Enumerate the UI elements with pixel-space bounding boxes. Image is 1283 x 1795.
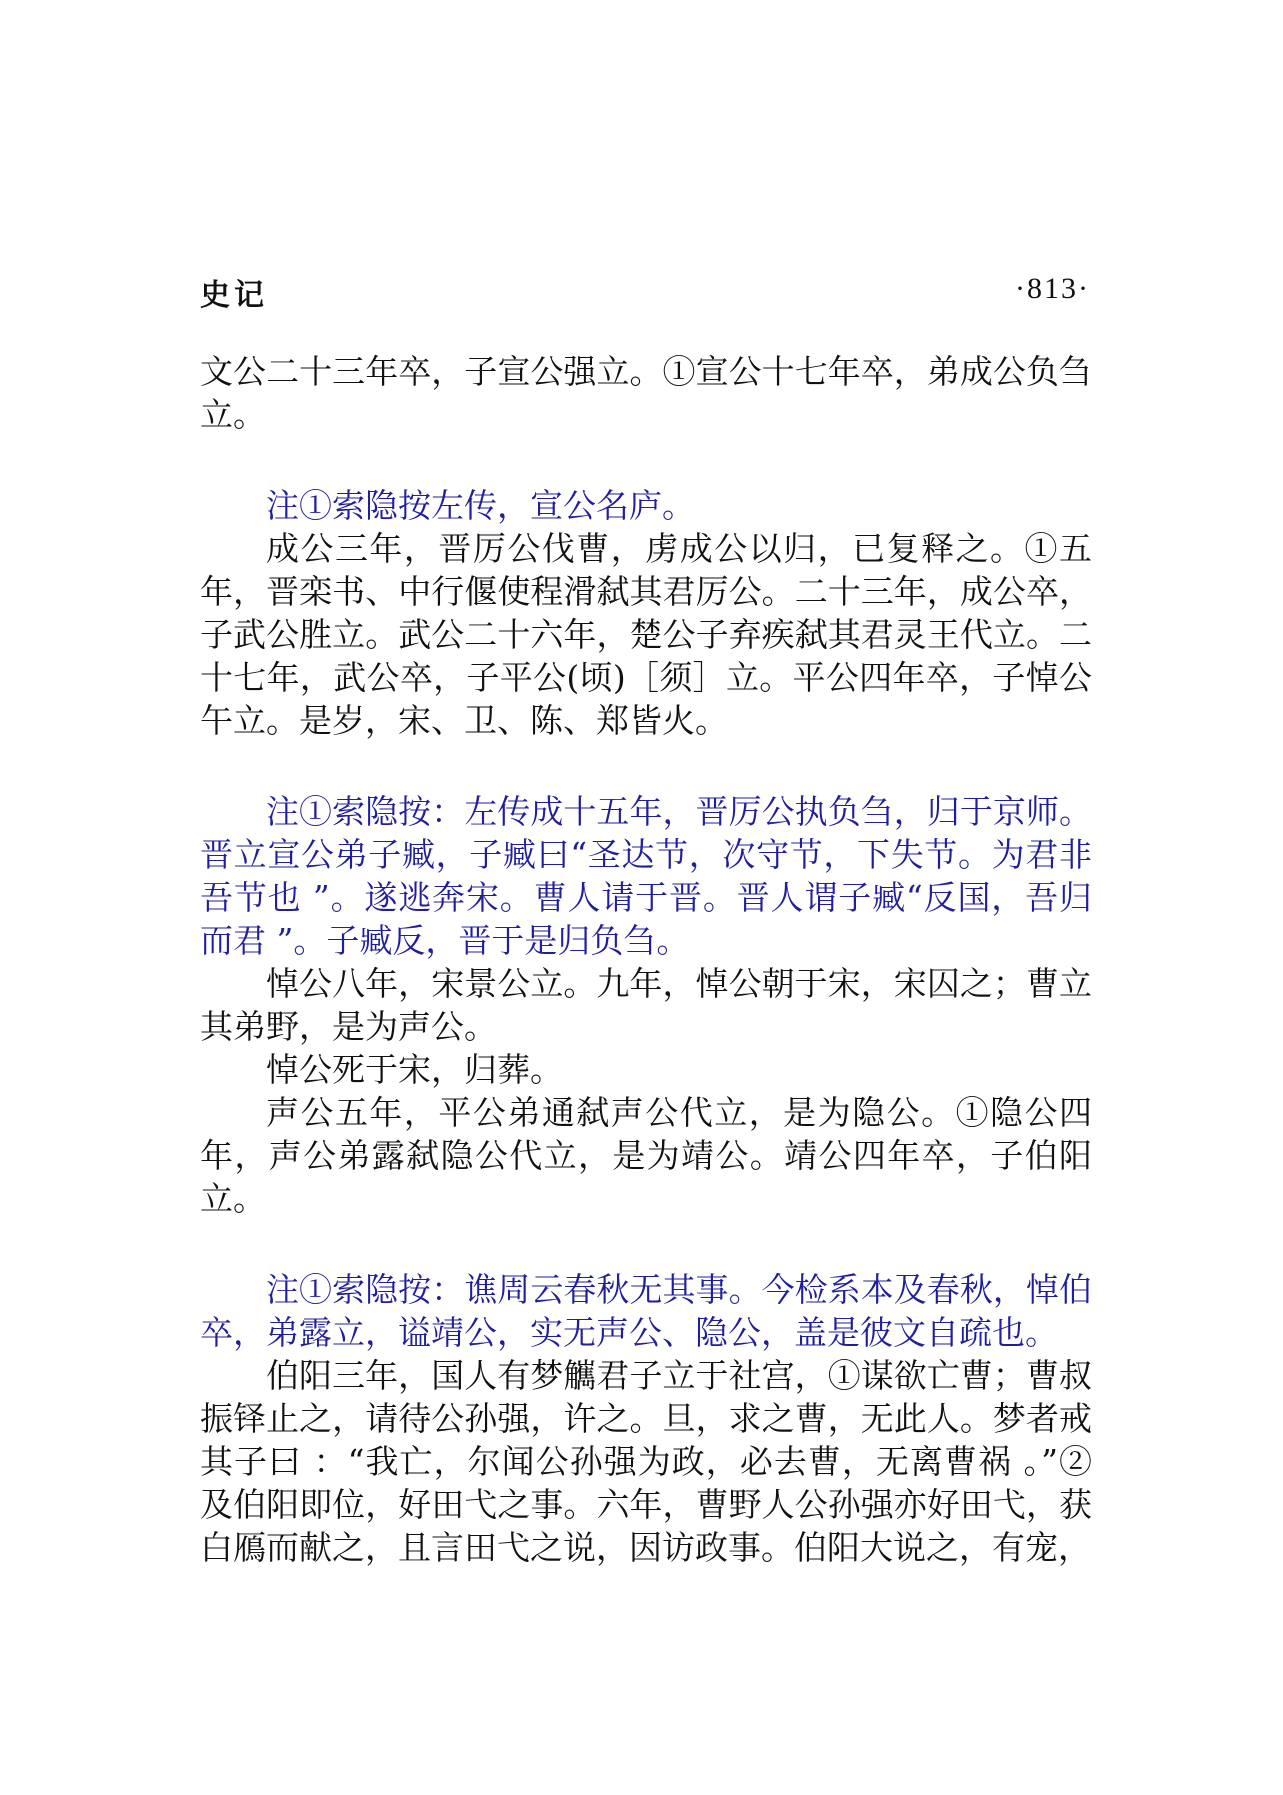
annotation-note: 注①索隐按：谯周云春秋无其事。今检系本及春秋，悼伯卒，弟露立，谥靖公，实无声公、隐公，盖是彼文自疏也。: [200, 1270, 1092, 1352]
paragraph: 声公五年，平公弟通弑声公代立，是为隐公。①隐公四年，声公弟露弑隐公代立，是为靖公。靖公四年卒，子伯阳立。: [200, 1093, 1092, 1218]
page-header: [200, 270, 1090, 314]
annotation-note: 注①索隐按左传，宣公名庐。: [266, 486, 695, 525]
paragraph: 悼公死于宋，归葬。: [266, 1050, 563, 1089]
paragraph: 成公三年，晋厉公伐曹，虏成公以归，已复释之。①五年，晋栾书、中行偃使程滑弑其君厉公。二十三年，成公卒，子武公胜立。武公二十六年，楚公子弃疾弑其君灵王代立。二十七年，武公卒，子平公(顷)［须］立。平公四年卒，子悼公午立。是岁，宋、卫、陈、郑皆火。: [200, 529, 1092, 740]
paragraph: 伯阳三年，国人有梦觽君子立于社宫，①谋欲亡曹；曹叔振铎止之，请待公孙强，许之。旦，求之曹，无此人。梦者戒其子曰 ：“我亡，尔闻公孙强为政，必去曹，无离曹祸 。”②及伯阳即位，好田弋之事。六年，曹野人公孙强亦好田弋，获白鴈而献之，且言田弋之说，因访政事。伯阳大说之，有宠，: [200, 1356, 1092, 1567]
main-text: [200, 350, 1092, 1569]
annotation-note: 注①索隐按：左传成十五年，晋厉公执负刍，归于京师。晋立宣公弟子臧，子臧曰“圣达节，次守节，下失节。为君非吾节也 ”。遂逃奔宋。曹人请于晋。晋人谓子臧“反国，吾归而君 ”。子臧反，晋于是归负刍。: [200, 792, 1092, 960]
paragraph: 悼公八年，宋景公立。九年，悼公朝于宋，宋囚之；曹立其弟野，是为声公。: [200, 964, 1092, 1046]
page-number: ·813·: [1015, 272, 1090, 305]
book-title: 史记: [200, 278, 268, 313]
paragraph: 文公二十三年卒，子宣公强立。①宣公十七年卒，弟成公负刍立。: [200, 352, 1092, 434]
